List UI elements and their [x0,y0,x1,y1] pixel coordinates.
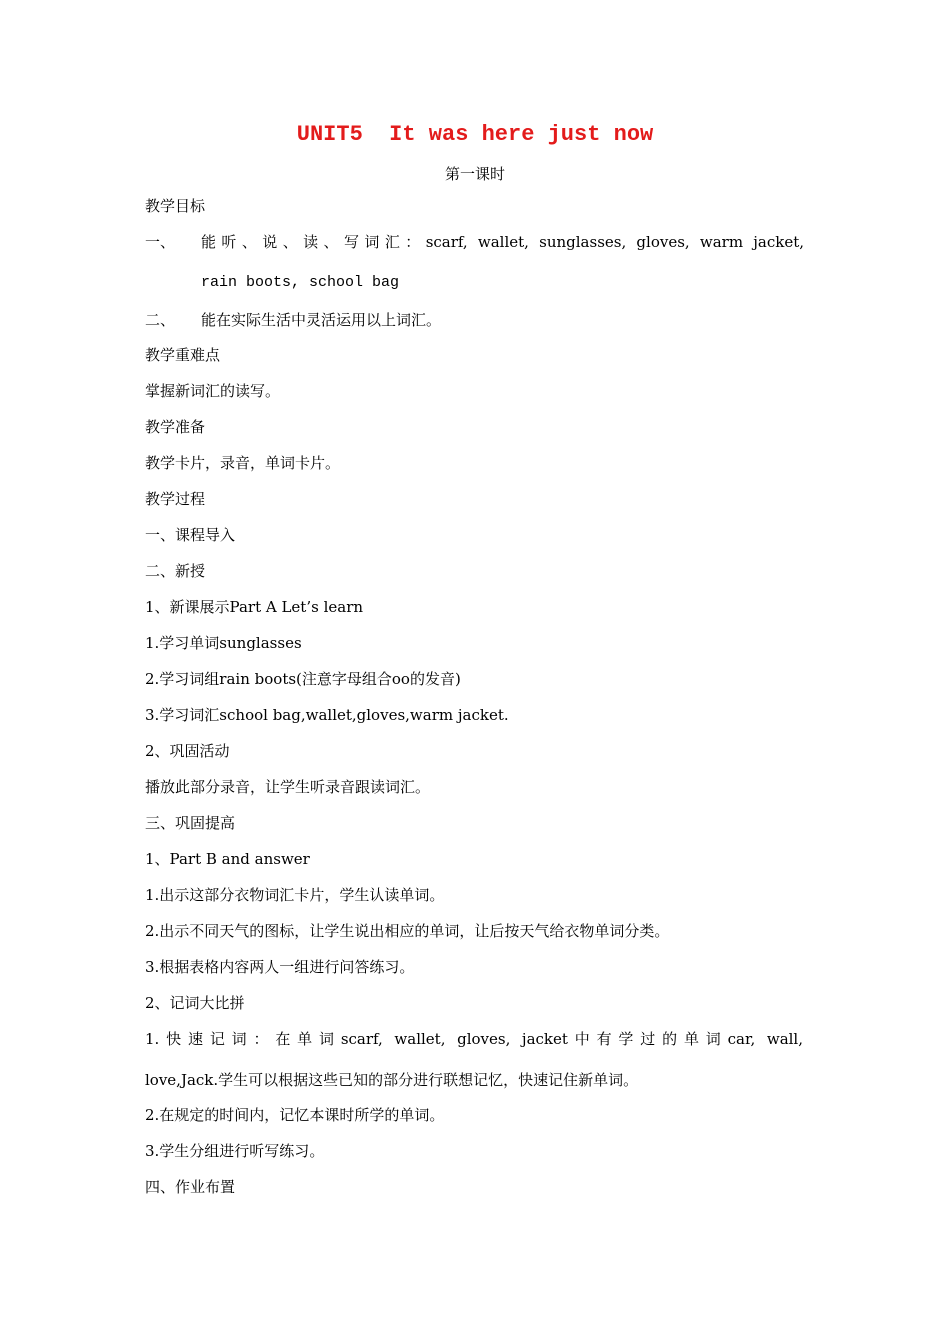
process-step: 1、新课展示Part A Let’s learn [145,598,364,616]
section-heading-goals: 教学目标 [145,197,206,215]
process-step: 2.出示不同天气的图标，让学生说出相应的单词，让后按天气给衣物单词分类。 [145,922,670,940]
document-title: UNIT5 It was here just now [296,122,654,147]
goal-2-number: 二、 [145,311,176,329]
process-step: 播放此部分录音，让学生听录音跟读词汇。 [145,778,431,796]
process-step: 四、作业布置 [145,1178,236,1196]
process-step: 三、巩固提高 [145,814,236,832]
goal-2-text: 能在实际生活中灵活运用以上词汇。 [201,311,442,329]
goal-1-number: 一、 [145,233,176,251]
section-heading-process: 教学过程 [145,490,206,508]
goal-1-continuation: rain boots, school bag [201,274,400,291]
process-step: 1、Part B and answer [145,850,310,868]
process-step: 2.在规定的时间内，记忆本课时所学的单词。 [145,1106,445,1124]
goal-1-text: 能听、说、读、写词汇：scarf, wallet, sunglasses, gloves, warm jacket, [201,233,804,251]
process-step: 1.出示这部分衣物词汇卡片，学生认读单词。 [145,886,445,904]
preparation-text: 教学卡片，录音，单词卡片。 [145,454,341,472]
lesson-subtitle: 第一课时 [444,165,505,183]
process-step: 3.学习词汇school bag,wallet,gloves,warm jacket. [145,706,509,724]
process-step: 一、课程导入 [145,526,236,544]
process-step: 1.学习单词sunglasses [145,634,302,652]
process-step: 3.学生分组进行听写练习。 [145,1142,325,1160]
process-step: love,Jack.学生可以根据这些已知的部分进行联想记忆，快速记住新单词。 [145,1071,639,1089]
process-step: 2.学习词组rain boots(注意字母组合oo的发音) [145,670,461,688]
process-step: 二、新授 [145,562,206,580]
process-step: 1.快速记词：在单词scarf, wallet, gloves, jacket中有学过的单词car, wall, [145,1030,803,1048]
key-points-text: 掌握新词汇的读写。 [145,382,281,400]
section-heading-key-points: 教学重难点 [145,346,221,364]
section-heading-preparation: 教学准备 [145,418,206,436]
process-step: 2、记词大比拼 [145,994,245,1012]
process-step: 2、巩固活动 [145,742,230,760]
process-step: 3.根据表格内容两人一组进行问答练习。 [145,958,415,976]
